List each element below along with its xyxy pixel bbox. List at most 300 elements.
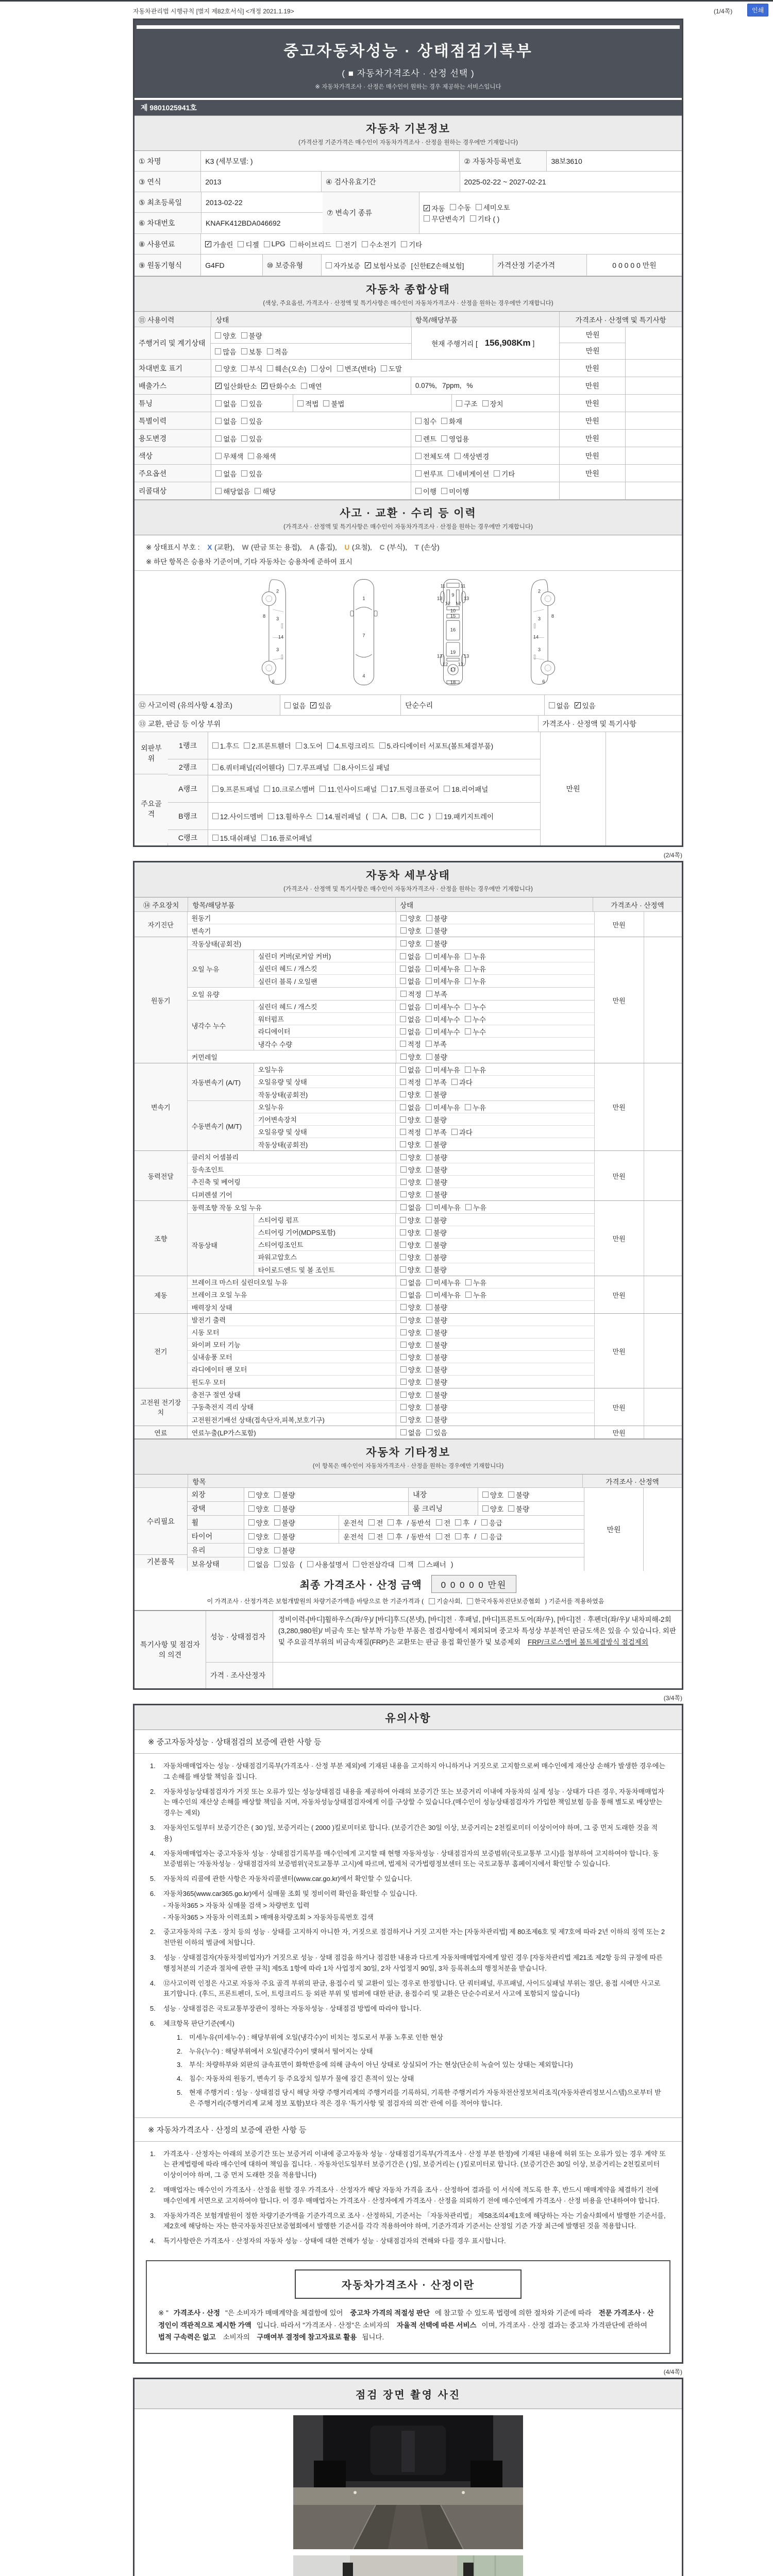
checkbox-option[interactable] bbox=[400, 1252, 421, 1262]
checkbox-icon bbox=[248, 1561, 255, 1567]
checkbox-option[interactable] bbox=[450, 202, 471, 212]
checkbox-option[interactable] bbox=[426, 1315, 447, 1325]
checkbox-option[interactable] bbox=[465, 1026, 486, 1037]
checkbox-option[interactable] bbox=[426, 1189, 447, 1199]
checkbox-icon bbox=[400, 1304, 407, 1310]
checkbox-option[interactable] bbox=[284, 700, 306, 710]
checkbox-option[interactable] bbox=[310, 700, 331, 710]
checkbox-checked-icon: ✓ bbox=[365, 262, 371, 268]
checkbox-option[interactable] bbox=[451, 1127, 473, 1137]
checkbox-icon bbox=[465, 1016, 471, 1022]
checkbox-option[interactable] bbox=[388, 1517, 402, 1528]
checkbox-icon bbox=[268, 813, 274, 819]
checkbox-option[interactable] bbox=[290, 239, 331, 249]
cell bbox=[211, 344, 411, 359]
checkbox-option[interactable] bbox=[426, 1064, 460, 1075]
text: 0.07%, bbox=[415, 382, 437, 389]
detail-row bbox=[254, 1251, 594, 1263]
checkbox-option[interactable] bbox=[415, 468, 443, 479]
checkbox-label: 양호 bbox=[408, 1403, 422, 1412]
checkbox-icon bbox=[426, 1166, 432, 1173]
checkbox-option[interactable] bbox=[261, 833, 312, 843]
checkbox-option[interactable] bbox=[241, 468, 262, 479]
sub-rows bbox=[188, 1276, 595, 1313]
checkbox-option[interactable] bbox=[400, 1202, 422, 1212]
checkbox-option[interactable] bbox=[238, 239, 259, 249]
checkbox-option[interactable] bbox=[400, 1002, 421, 1012]
checkbox-option[interactable] bbox=[212, 740, 239, 751]
checkbox-option[interactable] bbox=[411, 812, 424, 820]
checkbox-label: 보통 bbox=[248, 348, 262, 356]
checkbox-option[interactable] bbox=[426, 1252, 447, 1262]
checkbox-option[interactable] bbox=[441, 416, 462, 426]
checkbox-option[interactable] bbox=[400, 1152, 422, 1162]
checkbox-option[interactable] bbox=[476, 202, 510, 212]
checkbox-option[interactable] bbox=[320, 784, 377, 794]
checkbox-option[interactable] bbox=[297, 398, 318, 409]
checkbox-option[interactable] bbox=[426, 963, 460, 974]
svg-text:16: 16 bbox=[450, 627, 456, 633]
checkbox-option[interactable] bbox=[575, 700, 596, 710]
checkbox-option[interactable] bbox=[424, 213, 465, 224]
checkbox-option[interactable] bbox=[248, 1545, 270, 1555]
checkbox-option[interactable] bbox=[400, 1026, 421, 1037]
checkbox-option[interactable] bbox=[400, 1264, 421, 1275]
checkbox-option[interactable] bbox=[255, 486, 276, 496]
checkbox-label: 없음 bbox=[556, 702, 570, 710]
checkbox-option[interactable] bbox=[400, 1064, 421, 1075]
cell: 항목/해당부품 bbox=[188, 897, 396, 911]
pricing-info-title: 자동차가격조사 · 산정이란 bbox=[295, 2269, 522, 2299]
checkbox-option[interactable] bbox=[323, 398, 344, 409]
checkbox-option[interactable] bbox=[264, 784, 315, 794]
checkbox-option[interactable] bbox=[415, 451, 450, 461]
checkbox-option[interactable] bbox=[400, 1052, 422, 1062]
notice-number: 5. bbox=[150, 2005, 156, 2013]
page2-box bbox=[133, 861, 683, 1690]
checkbox-option[interactable] bbox=[482, 1503, 503, 1514]
checkbox-option[interactable] bbox=[426, 925, 447, 936]
checkbox-icon bbox=[451, 1079, 458, 1085]
checkbox-option[interactable] bbox=[381, 363, 402, 374]
checkbox-option[interactable] bbox=[481, 1531, 502, 1541]
state-symbol-legend bbox=[135, 535, 682, 571]
checkbox-option[interactable] bbox=[400, 1290, 422, 1300]
transmission-options bbox=[419, 192, 682, 233]
checkbox-label: 18.리어패널 bbox=[451, 786, 489, 793]
checkbox-option[interactable] bbox=[248, 1559, 270, 1569]
checkbox-option[interactable] bbox=[465, 1064, 486, 1075]
checkbox-option[interactable] bbox=[334, 762, 390, 772]
checkbox-option[interactable] bbox=[549, 700, 570, 710]
checkbox-option[interactable] bbox=[311, 363, 332, 374]
document-subtitle: ( ■ 자동차가격조사 · 산정 선택 ) bbox=[342, 69, 475, 78]
checkbox-option[interactable] bbox=[456, 398, 477, 409]
sub-rows bbox=[188, 1388, 595, 1426]
checkbox-label: 불량 bbox=[433, 1403, 447, 1412]
checkbox-label: 양호 bbox=[256, 1492, 270, 1499]
checkbox-option[interactable] bbox=[296, 740, 323, 751]
sub-rows bbox=[188, 988, 595, 1000]
checkbox-option[interactable] bbox=[264, 240, 285, 248]
checkbox-option[interactable] bbox=[400, 1302, 422, 1312]
checkbox-option[interactable] bbox=[399, 1559, 414, 1569]
checkbox-option[interactable] bbox=[467, 1597, 541, 1605]
checkbox-option[interactable] bbox=[400, 976, 421, 986]
checkbox-option[interactable] bbox=[426, 1427, 447, 1437]
checkbox-option[interactable] bbox=[465, 951, 486, 961]
checkbox-option[interactable] bbox=[368, 1531, 383, 1541]
checkbox-option[interactable] bbox=[426, 1364, 447, 1375]
checkbox-option[interactable] bbox=[455, 1517, 469, 1528]
checkbox-icon bbox=[334, 764, 340, 770]
cell bbox=[339, 1516, 583, 1529]
checkbox-option[interactable] bbox=[241, 433, 262, 444]
checkbox-option[interactable] bbox=[482, 398, 503, 409]
checkbox-option[interactable] bbox=[400, 1427, 422, 1437]
checkbox-option[interactable] bbox=[481, 1517, 502, 1528]
print-button[interactable]: 인쇄 bbox=[747, 4, 768, 16]
sub-run bbox=[188, 950, 594, 988]
checkbox-icon bbox=[418, 1561, 425, 1567]
checkbox-option[interactable] bbox=[401, 239, 422, 249]
checkbox-option[interactable] bbox=[470, 213, 500, 224]
checkbox-option[interactable] bbox=[327, 740, 374, 751]
price-cell: 만원 bbox=[595, 1151, 644, 1200]
checkbox-option[interactable] bbox=[381, 784, 439, 794]
checkbox-option[interactable] bbox=[436, 1517, 450, 1528]
checkbox-option[interactable] bbox=[337, 363, 376, 374]
checkbox-option[interactable] bbox=[426, 1014, 460, 1024]
checkbox-option[interactable] bbox=[426, 1039, 447, 1049]
checkbox-option[interactable] bbox=[426, 1352, 447, 1362]
checkbox-option[interactable] bbox=[426, 1089, 447, 1099]
checkbox-option[interactable] bbox=[268, 811, 312, 821]
checkbox-icon bbox=[426, 1104, 432, 1110]
detail-row bbox=[188, 1050, 595, 1063]
checkbox-option[interactable] bbox=[400, 1389, 422, 1400]
checkbox-option[interactable] bbox=[426, 938, 447, 948]
checkbox-label: 후 bbox=[395, 1533, 402, 1541]
basic-info-title: 자동차 기본정보 bbox=[366, 123, 450, 135]
checkbox-label: 부족 bbox=[433, 1128, 447, 1137]
checkbox-option[interactable] bbox=[400, 938, 422, 948]
checkbox-option[interactable] bbox=[415, 486, 436, 496]
checkbox-option[interactable] bbox=[400, 1315, 422, 1325]
checkbox-option[interactable] bbox=[400, 1177, 422, 1187]
checkbox-option[interactable] bbox=[426, 1052, 447, 1062]
checkbox-option[interactable] bbox=[215, 346, 236, 357]
checkbox-option[interactable] bbox=[274, 1531, 295, 1541]
page1-box bbox=[133, 19, 683, 847]
checkbox-option[interactable] bbox=[215, 381, 257, 391]
checkbox-option[interactable] bbox=[482, 1489, 503, 1500]
text: / 동반석 bbox=[407, 1533, 431, 1541]
checkbox-icon bbox=[400, 1141, 406, 1147]
device-rows bbox=[188, 1426, 595, 1438]
checkbox-option[interactable] bbox=[426, 1327, 447, 1337]
checkbox-option[interactable] bbox=[248, 1531, 270, 1541]
notice-text: 자동차매매업자는 중고자동차 성능 · 상태점검기록부를 매수인에게 고지할 때 현행 자동차성능 · 상태점검자의 보증범위(국토교통부 고시)를 첨부하여 고지하여야 합니다. 동 보증범위는 '자동차성능 · 상태점검자의 보증범위'(국토교통부 고시)에 따르며, 법제처 국가법령정보센터 또는 국토교통부 홈페이지에서 확인할 수 있습니다. bbox=[163, 1849, 659, 1868]
checkbox-option[interactable] bbox=[400, 1414, 422, 1425]
checkbox-option[interactable] bbox=[248, 1517, 270, 1528]
checkbox-option[interactable] bbox=[274, 1517, 295, 1528]
checkbox-option[interactable] bbox=[212, 784, 259, 794]
checkbox-option[interactable] bbox=[455, 1531, 469, 1541]
checkbox-option[interactable] bbox=[400, 963, 421, 974]
checkbox-option[interactable] bbox=[465, 1277, 486, 1287]
checkbox-option[interactable] bbox=[307, 1559, 348, 1569]
checkbox-option[interactable] bbox=[465, 976, 486, 986]
checkbox-option[interactable] bbox=[373, 812, 388, 820]
checkbox-option[interactable] bbox=[400, 1402, 422, 1412]
page-mark-4: (4/4쪽) bbox=[663, 2368, 682, 2376]
checkbox-option[interactable] bbox=[400, 1164, 422, 1175]
checkbox-option[interactable] bbox=[400, 1240, 421, 1250]
checkbox-option[interactable] bbox=[444, 784, 488, 794]
checkbox-option[interactable] bbox=[426, 1264, 447, 1275]
checkbox-option[interactable] bbox=[400, 1089, 421, 1099]
checkbox-option[interactable] bbox=[426, 951, 460, 961]
checkbox-option[interactable] bbox=[379, 740, 494, 751]
checkbox-option[interactable] bbox=[400, 1327, 422, 1337]
checkbox-option[interactable] bbox=[426, 1215, 447, 1225]
table-row bbox=[135, 312, 682, 327]
checkbox-option[interactable] bbox=[426, 1277, 461, 1287]
cell: ⑥ 차대번호 bbox=[135, 213, 201, 233]
checkbox-label: 양호 bbox=[490, 1492, 503, 1499]
checkbox-label: 매연 bbox=[308, 382, 322, 391]
checkbox-option[interactable] bbox=[215, 486, 250, 496]
checkbox-label: 양호 bbox=[407, 1216, 421, 1225]
checkbox-icon bbox=[426, 1054, 432, 1060]
checkbox-option[interactable] bbox=[244, 740, 291, 751]
checkbox-option[interactable] bbox=[426, 1026, 460, 1037]
accident-header bbox=[135, 500, 682, 535]
checkbox-option[interactable] bbox=[426, 1377, 447, 1387]
checkbox-icon bbox=[400, 1166, 407, 1173]
checkbox-label: 없음 bbox=[407, 1028, 421, 1036]
checkbox-option[interactable] bbox=[436, 1531, 450, 1541]
checkbox-option[interactable] bbox=[212, 833, 257, 843]
checkbox-option[interactable] bbox=[448, 468, 489, 479]
svg-text:9: 9 bbox=[451, 592, 455, 598]
checkbox-option[interactable] bbox=[465, 1290, 486, 1300]
checkbox-option[interactable] bbox=[289, 762, 329, 772]
checkbox-option[interactable] bbox=[426, 1414, 447, 1425]
checkbox-option[interactable] bbox=[508, 1489, 529, 1500]
checkbox-option[interactable] bbox=[392, 812, 407, 820]
checkbox-option[interactable] bbox=[362, 239, 396, 249]
sub-run bbox=[188, 1063, 594, 1101]
checkbox-option[interactable] bbox=[441, 433, 469, 444]
checkbox-option[interactable] bbox=[426, 1102, 460, 1112]
checkbox-option[interactable] bbox=[426, 1127, 447, 1137]
checkbox-option[interactable] bbox=[400, 951, 421, 961]
checkbox-option[interactable] bbox=[426, 1002, 460, 1012]
checkbox-label: 2.프론트휀더 bbox=[251, 742, 291, 750]
checkbox-option[interactable] bbox=[441, 486, 469, 496]
checkbox-option[interactable] bbox=[400, 1277, 422, 1287]
cell: ⑤ 최초등록일 bbox=[135, 192, 201, 212]
checkbox-option[interactable] bbox=[400, 1077, 421, 1087]
checkbox-option[interactable] bbox=[212, 762, 284, 772]
checkbox-option[interactable] bbox=[274, 1503, 295, 1514]
checkbox-option[interactable] bbox=[426, 1240, 447, 1250]
checkbox-option[interactable] bbox=[248, 451, 276, 461]
checkbox-option[interactable] bbox=[426, 1227, 447, 1238]
checkbox-option[interactable] bbox=[426, 913, 447, 923]
checkbox-option[interactable] bbox=[465, 1202, 486, 1212]
checkbox-option[interactable] bbox=[400, 1227, 421, 1238]
checkbox-option[interactable] bbox=[400, 1352, 422, 1362]
checkbox-option[interactable] bbox=[426, 989, 447, 999]
checkbox-option[interactable] bbox=[267, 363, 306, 374]
checkbox-option[interactable] bbox=[274, 1559, 295, 1569]
checkbox-option[interactable] bbox=[426, 1164, 447, 1175]
checkbox-option[interactable] bbox=[326, 260, 360, 270]
checkbox-option[interactable] bbox=[215, 330, 236, 341]
checkbox-label: 잭 bbox=[407, 1561, 414, 1569]
checkbox-option[interactable] bbox=[241, 398, 262, 409]
checkbox-option[interactable] bbox=[368, 1517, 383, 1528]
checkbox-option[interactable] bbox=[241, 363, 262, 374]
checkbox-option[interactable] bbox=[241, 346, 262, 357]
checkbox-option[interactable] bbox=[424, 203, 445, 213]
cell bbox=[626, 482, 682, 499]
text: (부식), bbox=[385, 544, 409, 551]
checkbox-option[interactable] bbox=[400, 1127, 421, 1137]
cell: ⑪ 사용이력 bbox=[135, 312, 211, 327]
checkbox-option[interactable] bbox=[261, 381, 296, 391]
checkbox-option[interactable] bbox=[400, 1114, 421, 1125]
checkbox-icon bbox=[426, 1392, 432, 1398]
checkbox-option[interactable] bbox=[426, 1402, 447, 1412]
checkbox-option[interactable] bbox=[400, 925, 422, 936]
checkbox-option[interactable] bbox=[400, 1014, 421, 1024]
cell: 만원 bbox=[560, 395, 625, 412]
checkbox-option[interactable] bbox=[426, 1077, 447, 1087]
notice-number: 6. bbox=[150, 2019, 156, 2027]
text: (요철), bbox=[350, 544, 374, 551]
checkbox-option[interactable] bbox=[365, 260, 406, 270]
checkbox-option[interactable] bbox=[400, 1189, 422, 1199]
checkbox-label: 없음 bbox=[407, 1003, 421, 1011]
checkbox-icon bbox=[311, 365, 317, 371]
svg-text:12: 12 bbox=[455, 601, 461, 606]
checkbox-option[interactable] bbox=[388, 1531, 402, 1541]
checkbox-option[interactable] bbox=[215, 433, 237, 444]
checkbox-option[interactable] bbox=[400, 1039, 421, 1049]
checkbox-icon bbox=[426, 1141, 432, 1147]
checkbox-option[interactable] bbox=[336, 239, 357, 249]
document-page bbox=[133, 6, 683, 2576]
checkbox-option[interactable] bbox=[426, 976, 460, 986]
checkbox-option[interactable] bbox=[436, 811, 494, 821]
checkbox-option[interactable] bbox=[248, 1503, 270, 1514]
table-row bbox=[135, 234, 682, 255]
checkbox-label: 누유 bbox=[472, 1066, 486, 1074]
checkbox-icon bbox=[400, 1104, 406, 1110]
checkbox-option[interactable] bbox=[241, 330, 262, 341]
text: 정비이력-[바디]휠하우스(좌/우)/ [바디]후드(본넷), [바디]전 · 후패널, [바디]프론트도어(좌/우), [바디]전 · 후펜더(좌/우)/ 내차피해-2회 (3,280,980원)/ 비금속 또는 탈부착 가능한 부품은 점검사항에서 제외되며 중고차 특성상 부분적인 판금도색은 있을 수 있습니다. 외판 및 주요골격부위의 비금속재질(FRP)은 교환또는 판금 용접 확인불가 및 보증제외 bbox=[278, 1616, 676, 1646]
checkbox-option[interactable] bbox=[426, 1290, 461, 1300]
checkbox-option[interactable] bbox=[400, 1340, 422, 1350]
checkbox-option[interactable] bbox=[465, 1014, 486, 1024]
opinion-row bbox=[206, 1663, 682, 1688]
checkbox-option[interactable] bbox=[400, 1377, 422, 1387]
checkbox-option[interactable] bbox=[426, 1139, 447, 1149]
checkbox-option[interactable] bbox=[455, 451, 489, 461]
checkbox-label: 없음 bbox=[407, 1066, 421, 1074]
transmission-lines bbox=[424, 202, 514, 224]
detail-row bbox=[188, 1176, 595, 1188]
checkbox-icon bbox=[248, 1519, 255, 1526]
checkbox-option[interactable] bbox=[317, 811, 361, 821]
checkbox-option[interactable] bbox=[429, 1597, 462, 1605]
checkbox-option[interactable] bbox=[415, 433, 436, 444]
checkbox-label: 양호 bbox=[408, 1366, 422, 1374]
checkbox-option[interactable] bbox=[400, 1102, 421, 1112]
checkbox-option[interactable] bbox=[301, 381, 322, 391]
checkbox-option[interactable] bbox=[241, 416, 262, 426]
detail-row bbox=[188, 1426, 595, 1438]
checkbox-option[interactable] bbox=[465, 1102, 486, 1112]
checkbox-option[interactable] bbox=[215, 468, 237, 479]
checkbox-option[interactable] bbox=[400, 1215, 421, 1225]
checkbox-option[interactable] bbox=[426, 1202, 461, 1212]
checkbox-option[interactable] bbox=[426, 1340, 447, 1350]
checkbox-option[interactable] bbox=[426, 1114, 447, 1125]
checkbox-option[interactable] bbox=[465, 1002, 486, 1012]
checkbox-label: 19.패키지트레이 bbox=[444, 813, 494, 821]
checkbox-label: 누수 bbox=[472, 1015, 486, 1024]
checkbox-option[interactable] bbox=[426, 1152, 447, 1162]
checkbox-option[interactable] bbox=[353, 1559, 394, 1569]
checkbox-option[interactable] bbox=[418, 1559, 446, 1569]
checkbox-option[interactable] bbox=[205, 239, 233, 249]
checkbox-option[interactable] bbox=[400, 913, 422, 923]
checkbox-icon bbox=[274, 1547, 280, 1553]
checkbox-option[interactable] bbox=[508, 1503, 529, 1514]
checkbox-label: 양호 bbox=[407, 1141, 421, 1149]
checkbox-option[interactable] bbox=[274, 1545, 295, 1555]
cell: 만원 bbox=[560, 377, 625, 394]
checkbox-option[interactable] bbox=[400, 989, 422, 999]
checkbox-option[interactable] bbox=[451, 1077, 473, 1087]
checkbox-option[interactable] bbox=[267, 346, 288, 357]
checkbox-option[interactable] bbox=[215, 363, 237, 374]
checkbox-option[interactable] bbox=[426, 1177, 447, 1187]
checkbox-option[interactable] bbox=[212, 811, 263, 821]
checkbox-option[interactable] bbox=[494, 468, 515, 479]
checkbox-option[interactable] bbox=[215, 416, 237, 426]
checkbox-option[interactable] bbox=[215, 451, 243, 461]
checkbox-icon bbox=[400, 1154, 407, 1160]
inspection-photo-2 bbox=[293, 2555, 523, 2576]
state-options bbox=[396, 1376, 595, 1388]
checkbox-option[interactable] bbox=[400, 1139, 421, 1149]
checkbox-option[interactable] bbox=[400, 1364, 422, 1375]
checkbox-option[interactable] bbox=[415, 416, 436, 426]
checkbox-option[interactable] bbox=[248, 1489, 270, 1500]
checkbox-option[interactable] bbox=[426, 1302, 447, 1312]
checkbox-option[interactable] bbox=[465, 963, 486, 974]
checkbox-option[interactable] bbox=[274, 1489, 295, 1500]
checkbox-option[interactable] bbox=[215, 398, 237, 409]
checkbox-option[interactable] bbox=[426, 1389, 447, 1400]
svg-text:13: 13 bbox=[463, 653, 469, 659]
